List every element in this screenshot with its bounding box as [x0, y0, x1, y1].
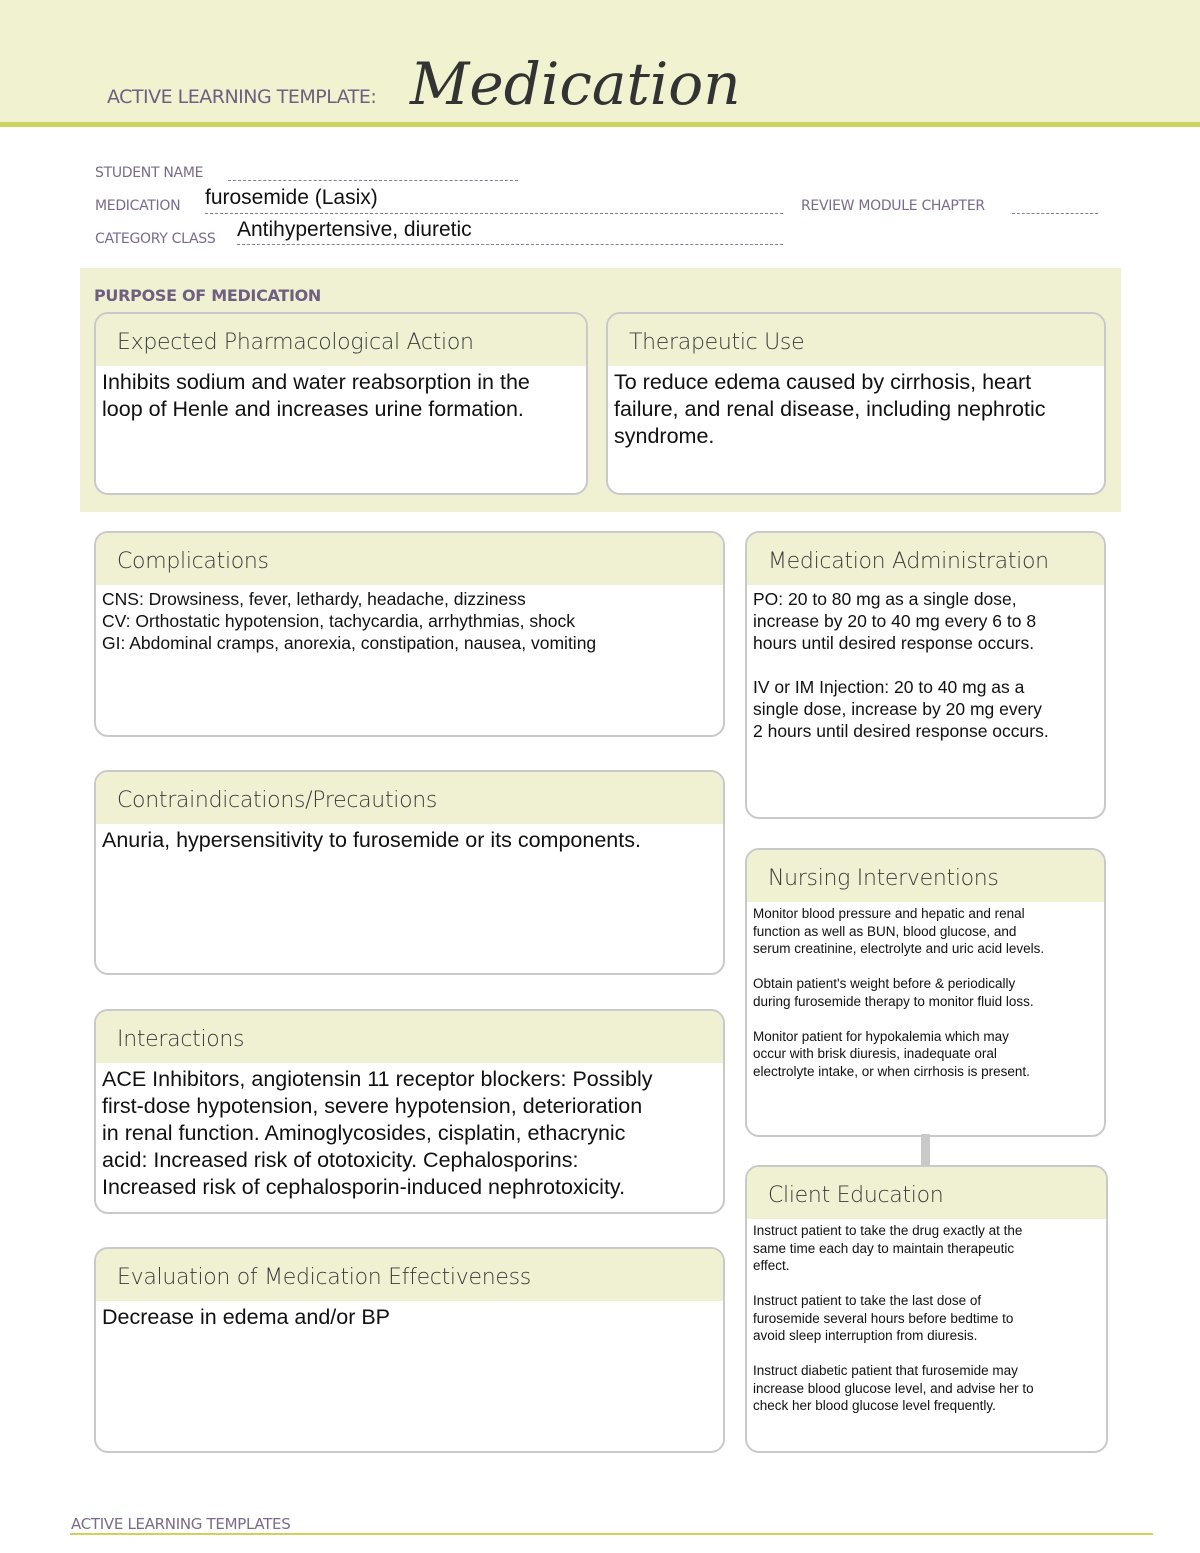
category-class-label: CATEGORY CLASS — [95, 231, 216, 247]
category-class-value[interactable]: Antihypertensive, diuretic — [237, 218, 472, 241]
template-label: ACTIVE LEARNING TEMPLATE: — [107, 86, 377, 108]
box-body[interactable]: Monitor blood pressure and hepatic and renal function as well as BUN, blood glucose, and serum creatinine, electrolyte and uric acid levels. Obtain patient's weight before & periodically during furosemide therapy to monitor fluid loss. Monitor patient for hypokalemia which may occur with brisk diuresis, inadequate oral electrolyte intake, or when cirrhosis is present. — [753, 906, 1045, 1079]
box-body[interactable]: ACE Inhibitors, angiotensin 11 receptor blockers: Possibly first-dose hypotension, severe hypotension, deterioration in renal function. Aminoglycosides, cisplatin, ethacrynic acid: Increased risk of ototoxicity. Cephalosporins: Increased risk of cephalosporin-induced nephrotoxicity. — [102, 1067, 653, 1199]
box-title: Interactions — [96, 1011, 723, 1063]
header-divider — [0, 122, 1200, 127]
evaluation-box — [94, 1247, 725, 1453]
review-module-field[interactable] — [1012, 213, 1098, 214]
interactions-box — [94, 1009, 725, 1214]
box-title: Complications — [96, 533, 723, 585]
box-title: Expected Pharmacological Action — [96, 314, 586, 366]
page-title: Medication — [410, 50, 741, 118]
student-name-label: STUDENT NAME — [95, 165, 204, 181]
medication-administration-box — [745, 531, 1106, 819]
box-body[interactable]: To reduce edema caused by cirrhosis, heart failure, and renal disease, including nephrotic syndrome. — [614, 370, 1046, 448]
complications-box — [94, 531, 725, 737]
nursing-interventions-box — [745, 848, 1106, 1137]
footer-label: ACTIVE LEARNING TEMPLATES — [71, 1515, 291, 1533]
box-body[interactable]: PO: 20 to 80 mg as a single dose, increase by 20 to 40 mg every 6 to 8 hours until desired response occurs. IV or IM Injection: 20 to 40 mg as a single dose, increase by 20 mg every 2 hours until desired response occurs. — [753, 589, 1049, 741]
box-connector — [921, 1134, 930, 1168]
purpose-heading: PURPOSE OF MEDICATION — [94, 286, 322, 305]
box-title: Client Education — [747, 1167, 1106, 1219]
footer-divider — [70, 1533, 1153, 1535]
client-education-box — [745, 1165, 1108, 1453]
therapeutic-use-box — [606, 312, 1106, 495]
box-body[interactable]: Instruct patient to take the drug exactly at the same time each day to maintain therapeutic effect. Instruct patient to take the last dose of furosemide several hours before bedtime to avoid sleep interruption from diuresis. Instruct diabetic patient that furosemide may increase blood glucose level, and advise her to check her blood glucose level frequently. — [753, 1223, 1034, 1413]
category-class-field[interactable] — [237, 244, 783, 245]
box-body[interactable]: Anuria, hypersensitivity to furosemide or its components. — [102, 828, 641, 852]
medication-field[interactable] — [205, 213, 783, 214]
box-title: Medication Administration — [747, 533, 1104, 585]
medication-value[interactable]: furosemide (Lasix) — [205, 186, 378, 209]
contraindications-box — [94, 770, 725, 975]
box-body[interactable]: Inhibits sodium and water reabsorption in the loop of Henle and increases urine formation. — [102, 370, 530, 421]
box-title: Evaluation of Medication Effectiveness — [96, 1249, 723, 1301]
medication-label: MEDICATION — [95, 198, 181, 214]
student-name-field[interactable] — [228, 180, 518, 181]
review-module-label: REVIEW MODULE CHAPTER — [801, 198, 985, 214]
box-title: Nursing Interventions — [747, 850, 1104, 902]
box-body[interactable]: CNS: Drowsiness, fever, lethardy, headache, dizziness CV: Orthostatic hypotension, tachycardia, arrhythmias, shock GI: Abdominal cramps, anorexia, constipation, nausea, vomiting — [102, 589, 597, 653]
box-body[interactable]: Decrease in edema and/or BP — [102, 1305, 391, 1329]
box-title: Therapeutic Use — [608, 314, 1104, 366]
expected-action-box — [94, 312, 588, 495]
box-title: Contraindications/Precautions — [96, 772, 723, 824]
